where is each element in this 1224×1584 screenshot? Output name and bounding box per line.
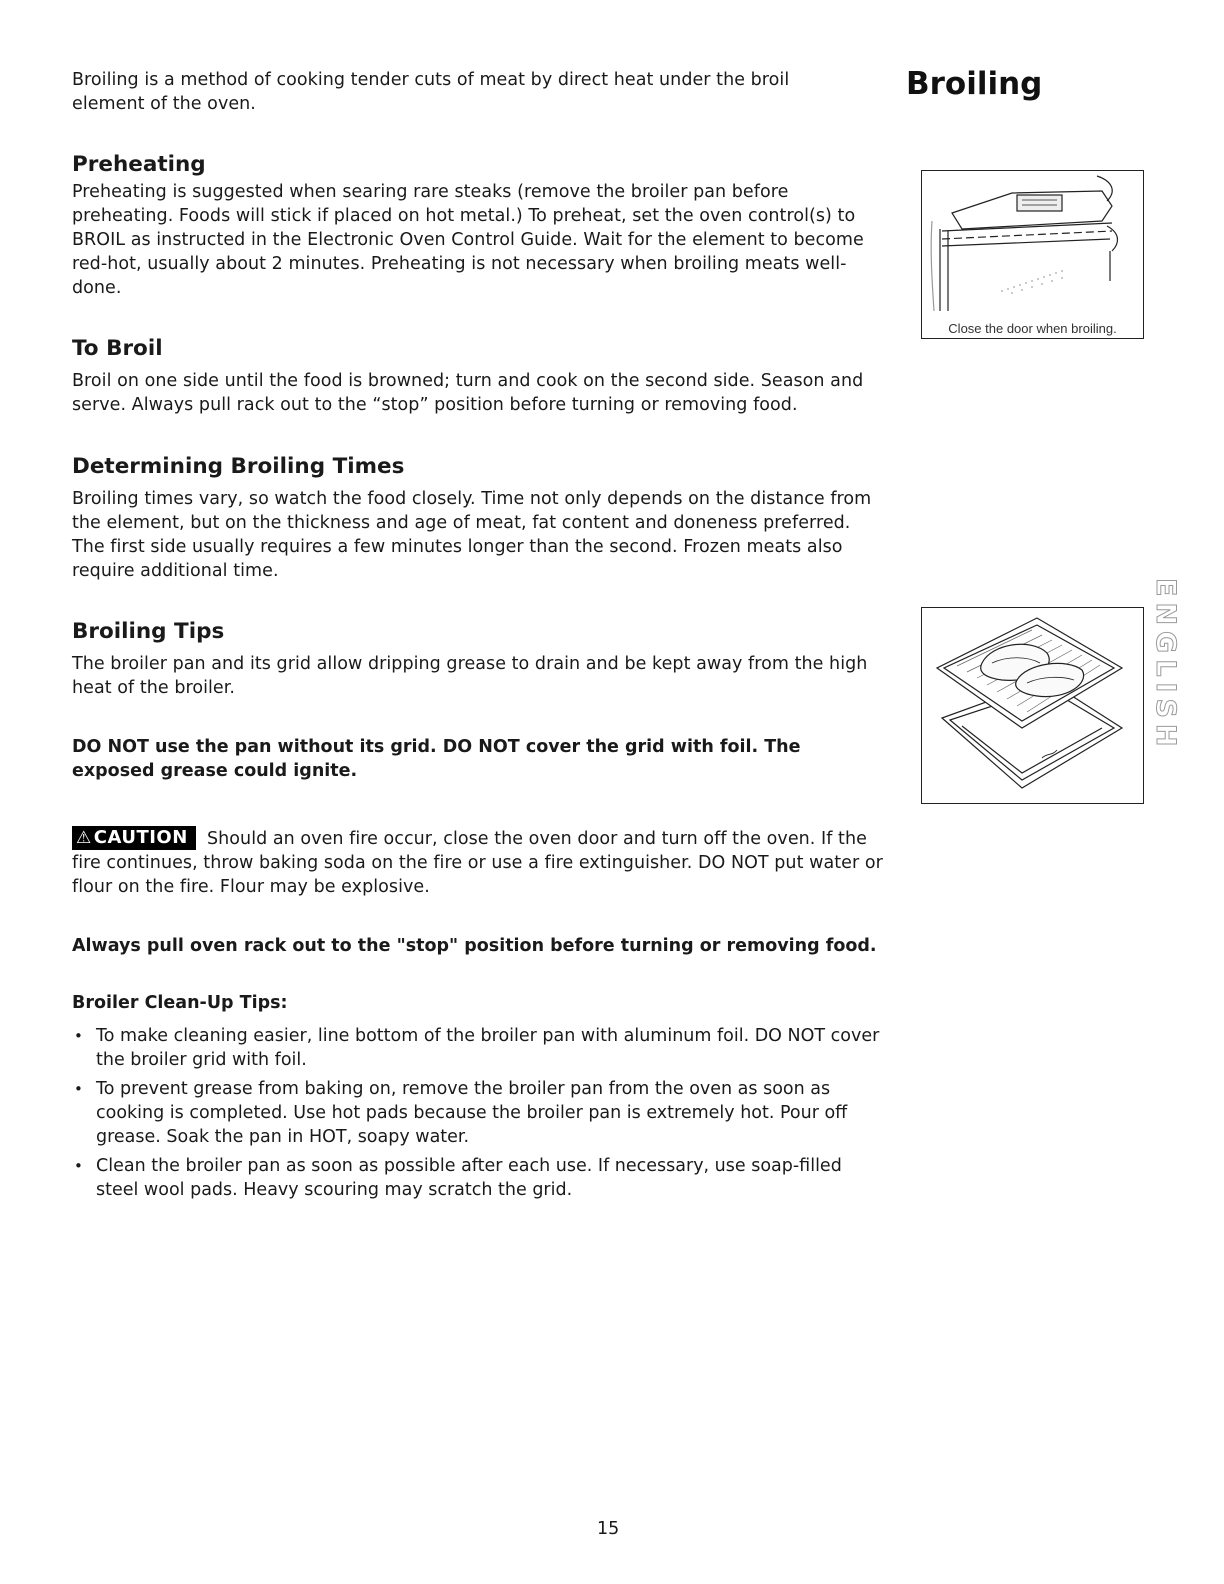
- to-broil-heading: To Broil: [72, 336, 163, 361]
- oven-door-figure: [921, 170, 1144, 339]
- broiler-pan-figure: [921, 607, 1144, 804]
- oven-illustration: [922, 171, 1142, 316]
- page-number: 15: [597, 1519, 620, 1539]
- list-item: • To prevent grease from baking on, remove the broiler pan from the oven as soon as cooking is completed. Use hot pads because the broiler pan is extremely hot. Pour off grease. Soak the pan in HOT, soapy water.: [72, 1077, 887, 1149]
- oven-figure-caption: Close the door when broiling.: [948, 321, 1117, 336]
- list-item: • To make cleaning easier, line bottom of the broiler pan with aluminum foil. DO NOT cover the broiler grid with foil.: [72, 1024, 887, 1072]
- caution-text: Should an oven fire occur, close the oven door and turn off the oven. If the fire continues, throw baking soda on the fire or use a fire extinguisher. DO NOT put water or flour on the fire. Flour may be explosive.: [72, 829, 883, 897]
- broiler-pan-illustration: [922, 608, 1142, 802]
- broiling-tips-text: The broiler pan and its grid allow dripping grease to drain and be kept away from the high heat of the broiler.: [72, 654, 868, 698]
- cleanup-list: [72, 1024, 887, 1207]
- to-broil-text: Broil on one side until the food is browned; turn and cook on the second side. Season and serve. Always pull rack out to the “stop” position before turning or removing food.: [72, 371, 864, 415]
- language-side-tab: ENGLISH: [1150, 578, 1181, 753]
- list-item: • Clean the broiler pan as soon as possible after each use. If necessary, use soap-filled steel wool pads. Heavy scouring may scratch the grid.: [72, 1154, 887, 1202]
- determining-text: Broiling times vary, so watch the food closely. Time not only depends on the distance from the element, but on the thickness and age of meat, fat content and doneness preferred. The first side usually requires a few minutes longer than the second. Frozen meats also require additional time.: [72, 489, 872, 581]
- grid-warning: DO NOT use the pan without its grid. DO NOT cover the grid with foil. The exposed grease could ignite.: [72, 737, 801, 781]
- warning-triangle-icon: ⚠: [76, 828, 92, 848]
- cleanup-heading: Broiler Clean-Up Tips:: [72, 993, 288, 1013]
- determining-heading: Determining Broiling Times: [72, 454, 405, 479]
- caution-label: ⚠ CAUTION: [72, 826, 196, 850]
- preheating-text: Preheating is suggested when searing rare steaks (remove the broiler pan before preheating. Foods will stick if placed on hot metal.) To preheat, set the oven control(s) to BROIL as instructed in the Electronic Oven Control Guide. Wait for the element to become red-hot, usually about 2 minutes. Preheating is not necessary when broiling meats well-done.: [72, 182, 864, 298]
- broiling-tips-heading: Broiling Tips: [72, 619, 225, 644]
- preheating-heading: Preheating: [72, 152, 206, 177]
- intro-paragraph: Broiling is a method of cooking tender cuts of meat by direct heat under the broil element of the oven.: [72, 70, 790, 114]
- always-pull-notice: Always pull oven rack out to the "stop" position before turning or removing food.: [72, 936, 877, 956]
- page-title: Broiling: [906, 66, 1043, 102]
